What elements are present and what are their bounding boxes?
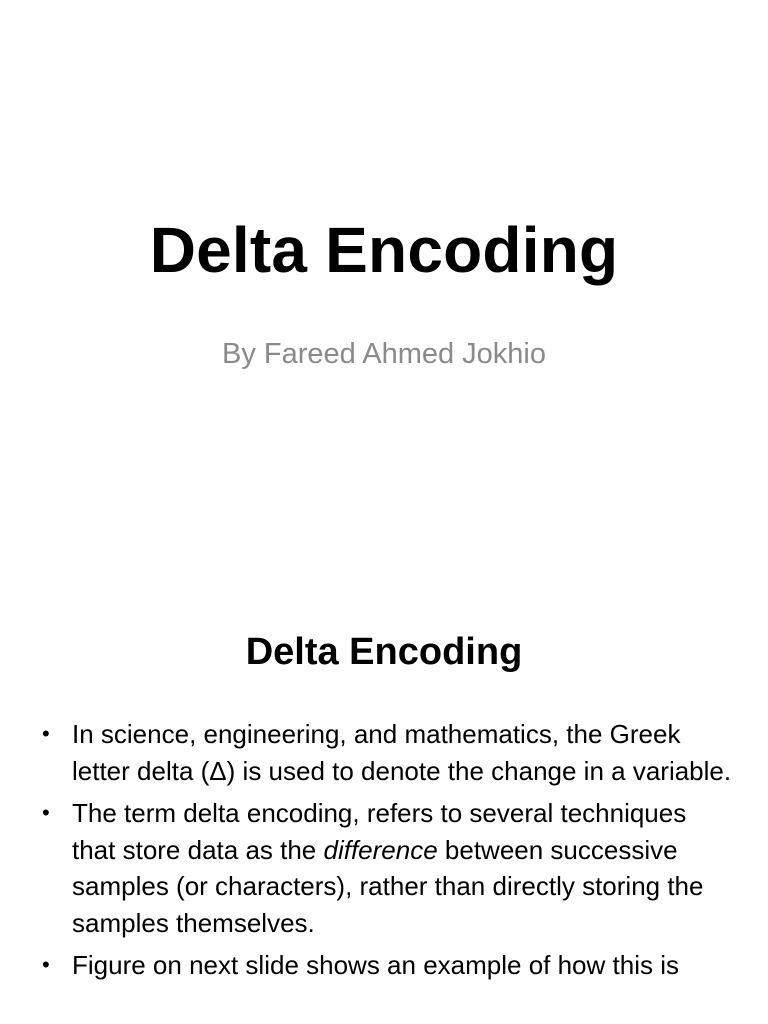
bullet-icon: • [42, 800, 50, 825]
slide-title: Delta Encoding [149, 214, 619, 286]
bullet-icon: • [42, 721, 50, 746]
bullet-icon: • [42, 952, 50, 977]
content-slide [0, 576, 768, 1024]
bullet-emphasis: difference [323, 834, 438, 865]
bullet-text-after: between successive samples (or characters), rather than directly storing the samples themselves. [72, 834, 704, 938]
bullet-text-before: The term delta encoding, refers to several techniques that store data as the [72, 798, 687, 865]
bullet-text: In science, engineering, and mathematics, the Greek letter delta (Δ) is used to denote the change in a variable. [72, 719, 732, 786]
bullet-list [42, 716, 732, 990]
slide-subtitle: By Fareed Ahmed Jokhio [221, 338, 546, 370]
bullet-item [42, 795, 732, 941]
bullet-text: Figure on next slide shows an example of how this is [72, 950, 679, 980]
bullet-item [42, 947, 732, 984]
bullet-item [42, 716, 732, 789]
slide-heading: Delta Encoding [245, 631, 523, 673]
